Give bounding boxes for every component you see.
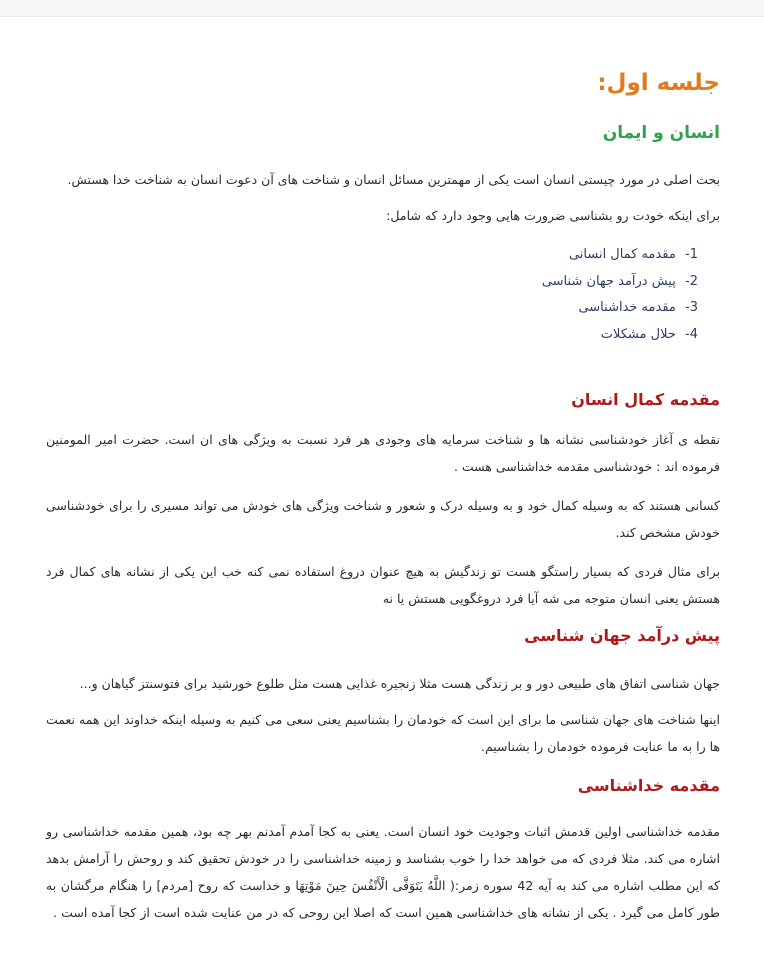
section-heading-human-perfection: مقدمه کمال انسان <box>571 390 720 409</box>
list-item <box>542 242 698 269</box>
list-item-text: مقدمه خداشناسی <box>578 300 676 315</box>
section-paragraph: کسانی هستند که به وسیله کمال خود و به وسیله درک و شعور و شناخت ویژگی های خودش می تواند مسیری را برای خودشناسی خودش مشخص کند. <box>46 498 720 540</box>
section-paragraph: مقدمه خداشناسی اولین قدمش اثبات وجودیت خود انسان است. یعنی به کجا آمدم آمدنم بهر چه بود، همین مقدمه خداشناسی رو اشاره می کند. مثلا فردی که می خواهد خدا را خوب بشناسد و زمینه خداشناسی را در خودش تحقیق کند و روحش را آرامش بدهد که این مطلب اشاره می کند به آیه 42 سوره زمر:( اللَّهُ يَتَوَفَّى الْأَنْفُسَ حِينَ مَوْتِهَا و خداست که روح [مردم] را هنگام مرگشان به طور کامل می گیرد . یکی از نشانه های خداشناسی همین است که اصلا این روحی که در من عنایت شده است از کجا آمده است . <box>46 824 720 920</box>
section-heading-theology: مقدمه خداشناسی <box>577 776 720 795</box>
list-item <box>542 295 698 322</box>
list-item-text: مقدمه کمال انسانی <box>568 247 676 262</box>
requirements-list <box>542 242 698 348</box>
list-item-number: 2- <box>685 273 698 289</box>
list-item-number: 4- <box>685 326 698 342</box>
page-title: جلسه اول: <box>597 70 720 96</box>
section-paragraph: برای مثال فردی که بسیار راستگو هست تو زندگیش به هیچ عنوان دروغ استفاده نمی کنه خب این یکی از نشانه های کمال فرد هستش یعنی انسان متوجه می شه آیا فرد دروغگویی هستش یا نه <box>46 564 720 606</box>
list-item-text: پیش درآمد جهان شناسی <box>541 273 676 289</box>
list-item-number: 3- <box>685 300 698 315</box>
page-subtitle: انسان و ایمان <box>602 123 720 143</box>
section-paragraph: اینها شناخت های جهان شناسی ما برای این است که خودمان را بشناسیم یعنی سعی می کنیم به وسیله اینکه خداوند این همه نعمت ها را به ما عنایت فرموده خودمان را بشناسیم. <box>46 712 720 754</box>
list-item-number: 1- <box>685 247 698 262</box>
section-heading-cosmology: پیش درآمد جهان شناسی <box>524 626 720 645</box>
list-item <box>542 322 698 349</box>
intro-paragraph-1: بحث اصلی در مورد چیستی انسان است یکی از مهمترین مسائل انسان و شناخت های آن دعوت انسان به شناخت خدا هستش. <box>67 172 720 187</box>
list-item-text: حلال مشکلات <box>600 326 676 342</box>
list-item <box>542 269 698 296</box>
intro-paragraph-2: برای اینکه خودت رو بشناسی ضرورت هایی وجود دارد که شامل: <box>386 208 720 223</box>
section-paragraph: نقطه ی آغاز خودشناسی نشانه ها و شناخت سرمایه های وجودی هر فرد نسبت به ویژگی های ان است. حضرت امیر المومنین فرموده اند : خودشناسی مقدمه خداشناسی هست . <box>46 432 720 474</box>
section-paragraph: جهان شناسی اتفاق های طبیعی دور و بر زندگی هست مثلا زنجیره غذایی هست مثل طلوع خورشید برای فتوسنتز گیاهان و... <box>79 676 720 691</box>
